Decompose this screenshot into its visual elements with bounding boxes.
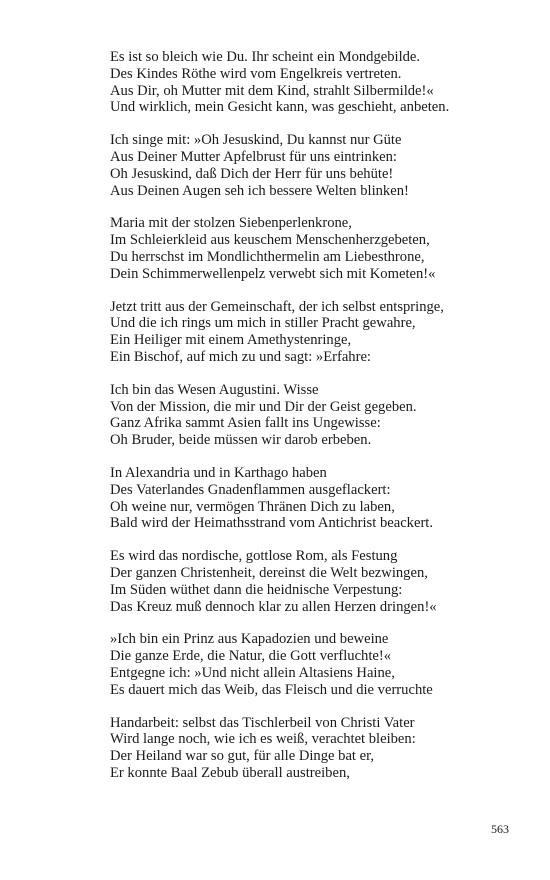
poem-line: Maria mit der stolzen Siebenperlenkrone, (110, 215, 352, 232)
poem-line: Von der Mission, die mir und Dir der Geist gegeben. (110, 398, 417, 415)
poem-line: Handarbeit: selbst das Tischlerbeil von Christi Vater (110, 714, 415, 731)
poem-line: Des Kindes Röthe wird vom Engelkreis vertreten. (110, 65, 402, 82)
poem-line: Aus Dir, oh Mutter mit dem Kind, strahlt Silbermilde!« (110, 82, 434, 99)
poem-line: Und wirklich, mein Gesicht kann, was geschieht, anbeten. (110, 99, 450, 116)
poem-line: Im Süden wüthet dann die heidnische Verpestung: (110, 581, 403, 598)
poem-line: Dein Schimmerwellenpelz verwebt sich mit Kometen!« (110, 265, 436, 282)
poem-line: Im Schleierkleid aus keuschem Menschenherzgebeten, (110, 232, 430, 249)
poem-line: Aus Deiner Mutter Apfelbrust für uns eintrinken: (110, 148, 397, 165)
poem-line: Oh weine nur, vermögen Thränen Dich zu laben, (110, 498, 395, 515)
stanza-1 (110, 49, 520, 116)
poem-line: Ich bin das Wesen Augustini. Wisse (110, 381, 319, 398)
poem-line: Des Vaterlandes Gnadenflammen ausgeflackert: (110, 481, 391, 498)
stanza-7 (110, 548, 520, 615)
poem-line: Der ganzen Christenheit, dereinst die Welt bezwingen, (110, 564, 428, 581)
poem-line: Ganz Afrika sammt Asien fallt ins Ungewisse: (110, 415, 381, 432)
page-number: 563 (491, 822, 509, 836)
poem-line: Es dauert mich das Weib, das Fleisch und die verruchte (110, 681, 433, 698)
stanza-3 (110, 215, 520, 282)
stanza-6 (110, 465, 520, 532)
poem-line: Oh Jesuskind, daß Dich der Herr für uns behüte! (110, 165, 394, 182)
poem-line: Es wird das nordische, gottlose Rom, als Festung (110, 548, 398, 565)
poem-line: »Ich bin ein Prinz aus Kapadozien und beweine (110, 631, 389, 648)
poem-line: Bald wird der Heimathsstrand vom Antichrist beackert. (110, 515, 434, 532)
stanza-2 (110, 132, 520, 199)
stanza-4 (110, 299, 520, 366)
poem-line: Oh Bruder, beide müssen wir darob erbeben. (110, 432, 372, 449)
poem-line: Es ist so bleich wie Du. Ihr scheint ein Mondgebilde. (110, 49, 421, 65)
poem-line: Entgegne ich: »Und nicht allein Altasiens Haine, (110, 664, 395, 681)
poem-line: In Alexandria und in Karthago haben (110, 464, 327, 481)
poem-line: Und die ich rings um mich in stiller Pracht gewahre, (110, 315, 416, 332)
poem-line: Die ganze Erde, die Natur, die Gott verfluchte!« (110, 648, 392, 665)
stanza-8 (110, 631, 520, 698)
poem-line: Der Heiland war so gut, für alle Dinge bat er, (110, 748, 375, 765)
poem-line: Ein Heiliger mit einem Amethystenringe, (110, 332, 352, 349)
stanza-5 (110, 382, 520, 449)
poem-line: Jetzt tritt aus der Gemeinschaft, der ich selbst entspringe, (110, 298, 444, 315)
stanza-9 (110, 715, 520, 782)
poem-line: Du herrschst im Mondlichthermelin am Liebesthrone, (110, 248, 425, 265)
poem-line: Ich singe mit: »Oh Jesuskind, Du kannst nur Güte (110, 132, 402, 149)
poem-line: Ein Bischof, auf mich zu und sagt: »Erfahre: (110, 348, 371, 365)
poem-line: Das Kreuz muß dennoch klar zu allen Herzen dringen!« (110, 598, 437, 615)
poem-line: Er konnte Baal Zebub überall austreiben, (110, 764, 350, 781)
poem-body (110, 49, 520, 798)
poem-line: Aus Deinen Augen seh ich bessere Welten blinken! (110, 182, 409, 199)
poem-line: Wird lange noch, wie ich es weiß, verachtet bleiben: (110, 731, 416, 748)
